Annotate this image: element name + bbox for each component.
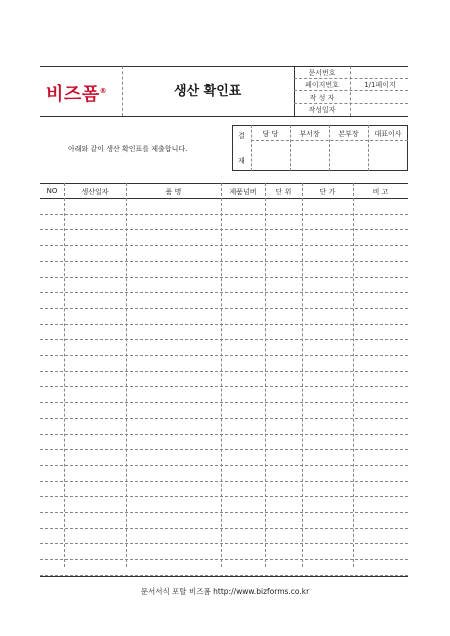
approval-header-line — [251, 140, 408, 141]
approval-header-ceo: 대표이사 — [374, 130, 402, 138]
table-row-line — [40, 559, 408, 560]
meta-row-line-2 — [294, 90, 408, 91]
table-bottom-border — [40, 576, 408, 577]
table-row-line — [40, 292, 408, 293]
table-row-line — [40, 512, 408, 513]
column-divider-4 — [265, 183, 266, 567]
table-row-line — [40, 481, 408, 482]
table-row-line — [40, 214, 408, 215]
table-row-line — [40, 418, 408, 419]
date-label: 작성일자 — [308, 106, 336, 114]
document-title: 생산 확인표 — [174, 84, 242, 99]
logo-title-divider — [122, 66, 123, 116]
table-row-line — [40, 543, 408, 544]
logo-text: 비즈폼 — [46, 84, 100, 105]
doc-number-label: 문서번호 — [308, 69, 336, 77]
approval-side-top: 결 — [238, 132, 245, 140]
page-number-label: 페이지번호 — [305, 81, 339, 89]
table-row-line — [40, 229, 408, 230]
table-row-line — [40, 277, 408, 278]
column-divider-1 — [64, 183, 65, 567]
table-row-line — [40, 324, 408, 325]
table-row-line — [40, 465, 408, 466]
table-row-line — [40, 449, 408, 450]
table-row-line — [40, 496, 408, 497]
table-row-line — [40, 355, 408, 356]
column-header-item-name: 품 명 — [165, 188, 182, 196]
intro-text: 아래와 같이 생산 확인표를 제출합니다. — [68, 145, 188, 153]
column-divider-3 — [221, 183, 222, 567]
footer-text: 문서서식 포탈 비즈폼 http://www.bizforms.co.kr — [140, 587, 310, 596]
author-label: 작 성 자 — [309, 94, 335, 102]
table-row-line — [40, 434, 408, 435]
table-row-line — [40, 402, 408, 403]
column-divider-5 — [302, 183, 303, 567]
logo — [46, 80, 107, 106]
meta-label-value-divider — [350, 66, 351, 116]
table-row-line — [40, 528, 408, 529]
meta-row-line-1 — [294, 78, 408, 79]
table-row-line — [40, 261, 408, 262]
approval-header-division-head: 본부장 — [338, 130, 359, 138]
page-number-value: 1/1페이지 — [364, 81, 396, 89]
column-header-remarks: 비 고 — [372, 188, 389, 196]
column-header-product-number: 제품넘버 — [229, 188, 257, 196]
column-header-unit: 단 위 — [275, 188, 292, 196]
table-row-line — [40, 308, 408, 309]
table-row-line — [40, 371, 408, 372]
meta-row-line-3 — [294, 103, 408, 104]
approval-header-manager: 담 당 — [262, 130, 279, 138]
approval-side-bottom: 재 — [238, 157, 245, 165]
header-top-border — [40, 66, 408, 67]
column-header-unit-price: 단 가 — [319, 188, 336, 196]
title-meta-divider — [294, 66, 295, 116]
table-row-line — [40, 339, 408, 340]
column-divider-6 — [353, 183, 354, 567]
table-row-line — [40, 245, 408, 246]
column-header-production-date: 생산일자 — [81, 188, 109, 196]
approval-header-dept-head: 부서장 — [299, 130, 320, 138]
column-header-no: NO — [46, 187, 58, 195]
table-row-line — [40, 386, 408, 387]
column-divider-2 — [126, 183, 127, 567]
header-bottom-border — [40, 116, 408, 117]
logo-registered-mark: ® — [99, 87, 108, 95]
